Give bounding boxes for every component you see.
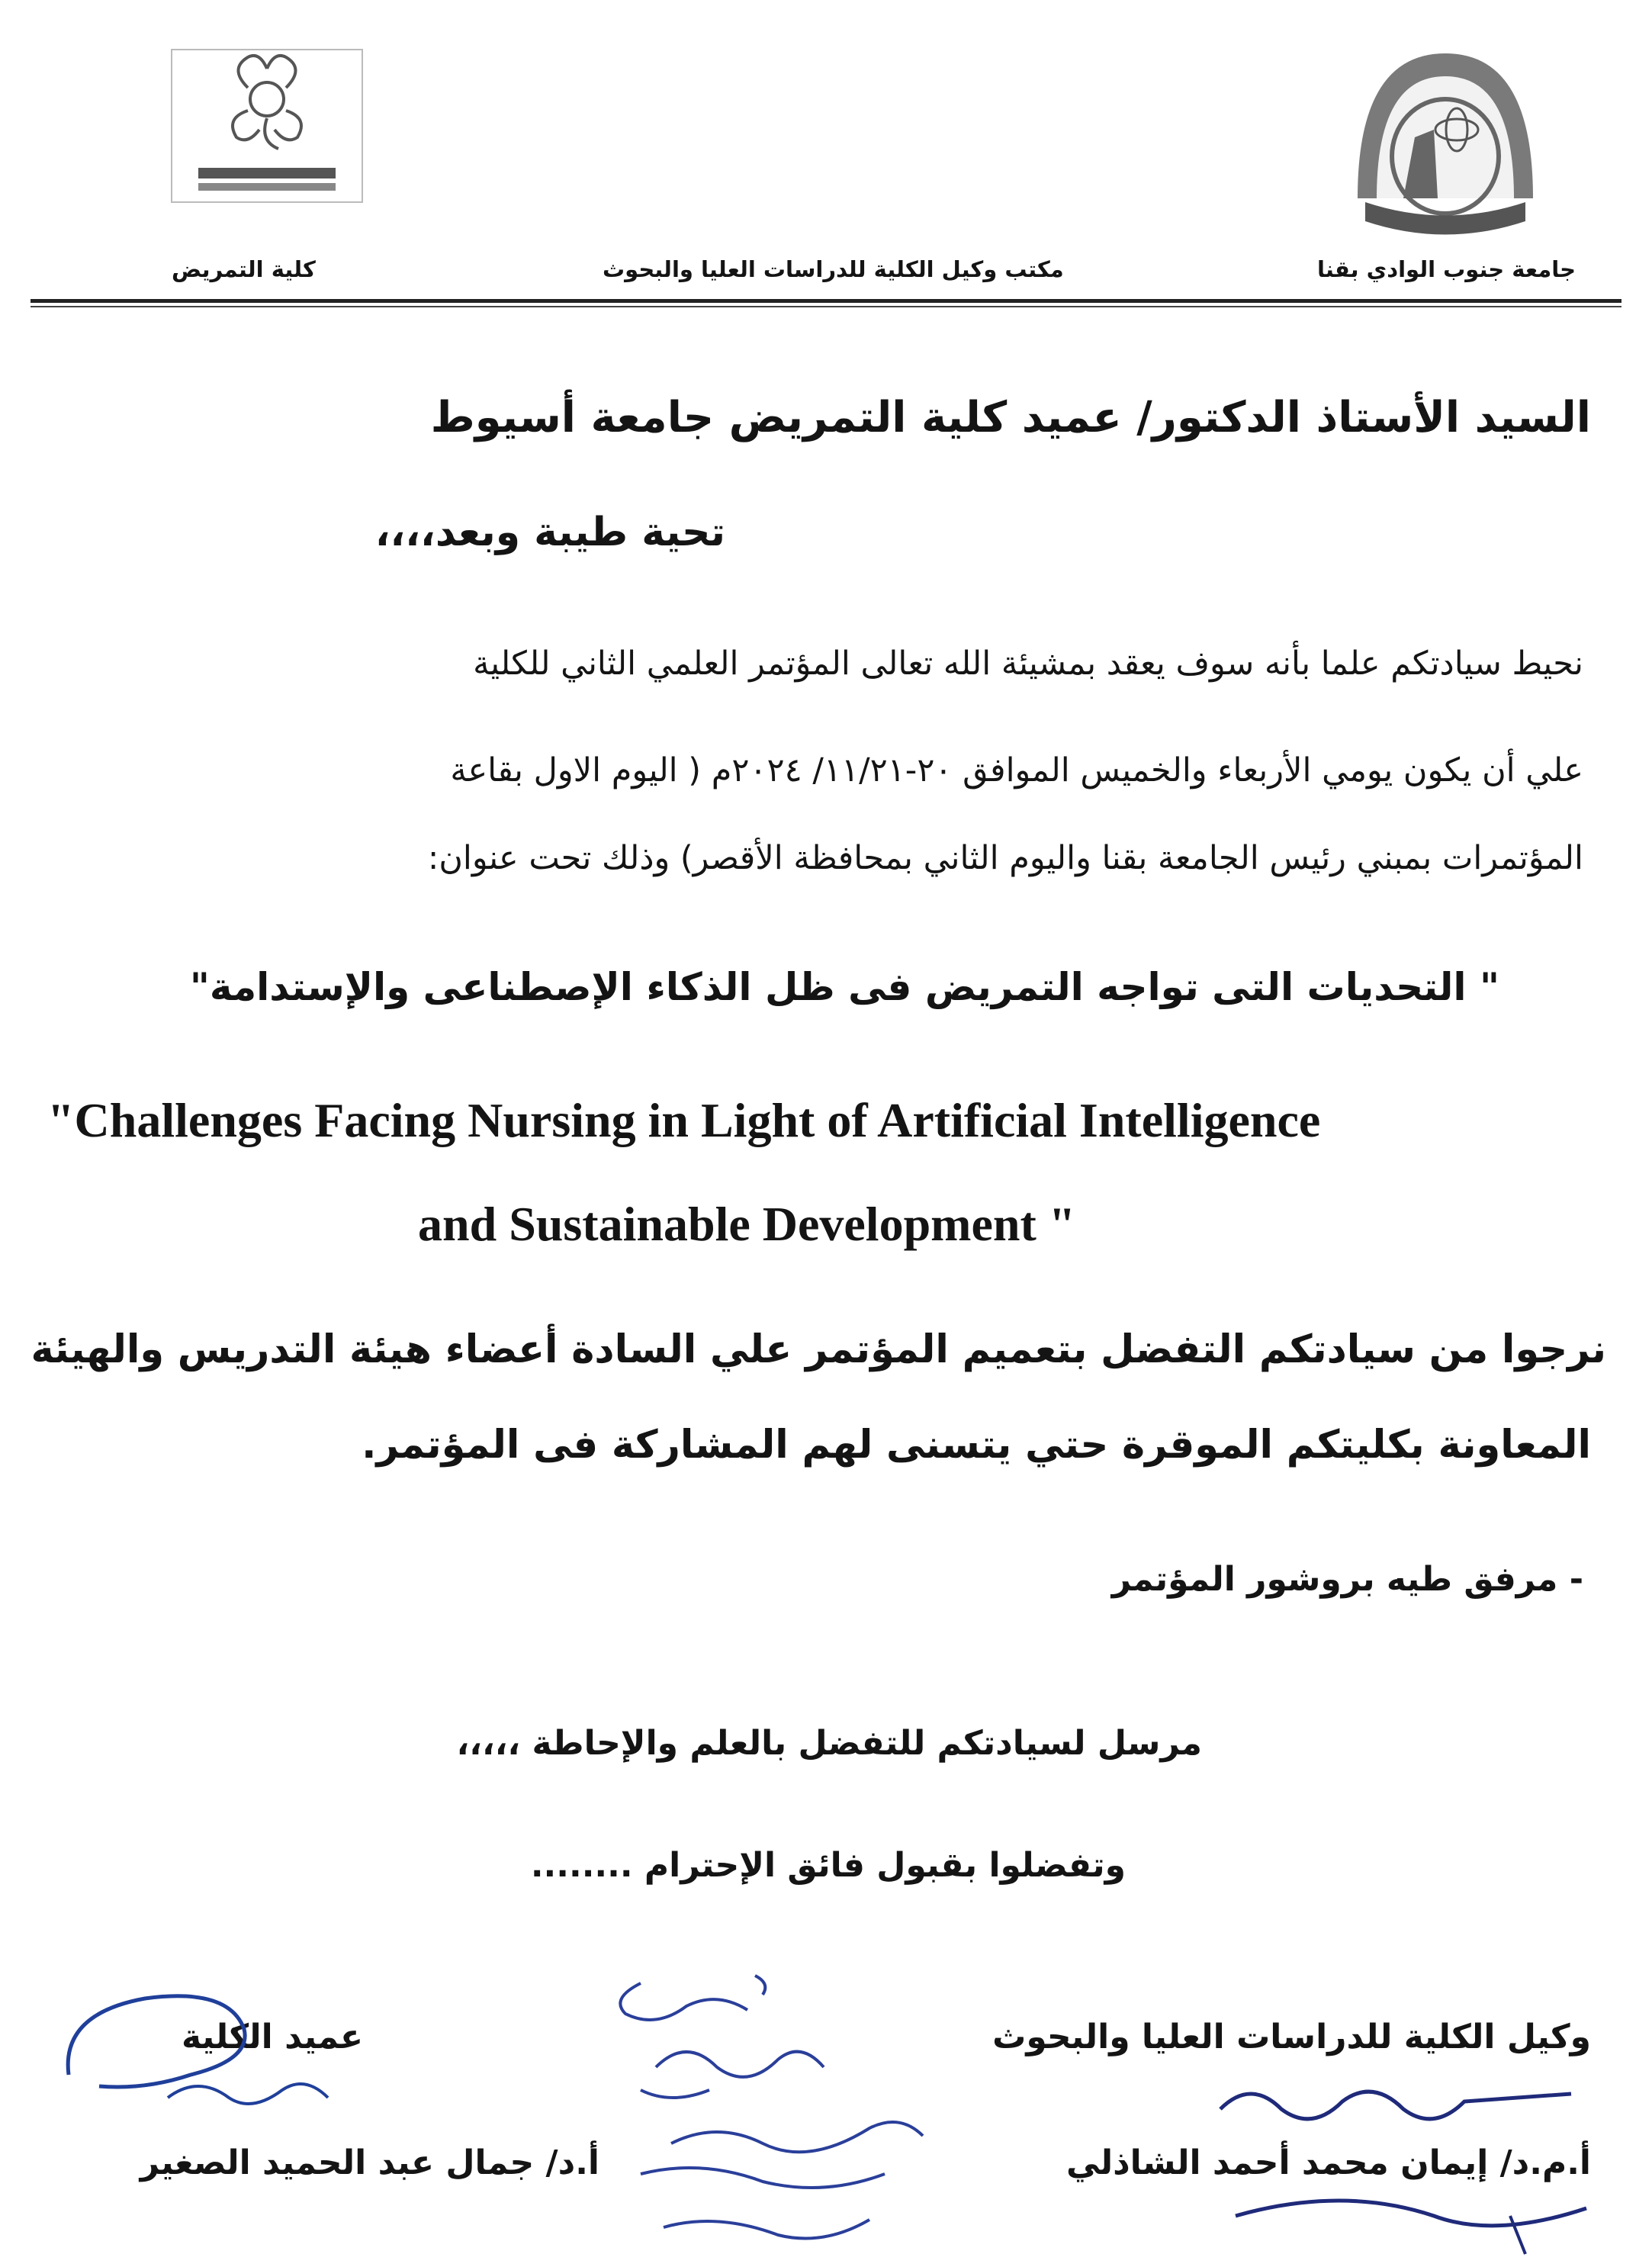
dean-title: عميد الكلية — [181, 2018, 363, 2056]
vice-dean-title: وكيل الكلية للدراسات العليا والبحوث — [992, 2018, 1591, 2056]
faculty-of-nursing-logo — [164, 46, 370, 206]
addressee: السيد الأستاذ الدكتور/ عميد كلية التمريض جامعة أسيوط — [430, 393, 1591, 442]
attachment-note: - مرفق طيه بروشور المؤتمر — [1111, 1560, 1583, 1599]
conference-title-english-line-2: and Sustainable Development " — [418, 1197, 1076, 1251]
header-divider — [31, 299, 1621, 303]
closing-line-1: مرسل لسيادتكم للتفضل بالعلم والإحاطة ،،،،، — [456, 1724, 1202, 1763]
request-line-1: نرجوا من سيادتكم التفضل بتعميم المؤتمر علي السادة أعضاء هيئة التدريس والهيئة — [31, 1327, 1606, 1372]
paragraph-line-1: نحيط سيادتكم علما بأنه سوف يعقد بمشيئة الله تعالى المؤتمر العلمي الثاني للكلية — [473, 645, 1583, 683]
header-divider-thin — [31, 306, 1621, 307]
handwritten-approval-notes — [595, 1968, 953, 2258]
dean-name: أ.د/ جمال عبد الحميد الصغير — [140, 2143, 599, 2182]
paragraph-line-2: علي أن يكون يومي الأربعاء والخميس الموافق ٢٠-١١/٢١/ ٢٠٢٤م ( اليوم الاول بقاعة — [450, 751, 1583, 789]
university-name: جامعة جنوب الوادي بقنا — [1317, 256, 1576, 282]
greeting: تحية طيبة وبعد،،،، — [374, 510, 725, 555]
dean-signature — [53, 1983, 374, 2128]
paragraph-line-3: المؤتمرات بمبني رئيس الجامعة بقنا واليوم الثاني بمحافظة الأقصر) وذلك تحت عنوان: — [427, 839, 1583, 877]
faculty-name: كلية التمريض — [172, 256, 316, 282]
south-valley-university-logo — [1342, 46, 1548, 244]
vice-dean-signature — [1190, 2063, 1617, 2262]
conference-title-english-line-1: "Challenges Facing Nursing in Light of Artificial Intelligence — [47, 1093, 1321, 1147]
office-name: مكتب وكيل الكلية للدراسات العليا والبحوث — [603, 256, 1064, 282]
conference-title-arabic: " التحديات التى تواجه التمريض فى ظل الذكاء الإصطناعى والإستدامة" — [189, 965, 1499, 1009]
request-line-2: المعاونة بكليتكم الموقرة حتي يتسنى لهم المشاركة فى المؤتمر. — [362, 1423, 1591, 1468]
closing-line-2: وتفضلوا بقبول فائق الإحترام ........ — [530, 1846, 1126, 1885]
vice-dean-name: أ.م.د/ إيمان محمد أحمد الشاذلي — [1066, 2143, 1591, 2182]
